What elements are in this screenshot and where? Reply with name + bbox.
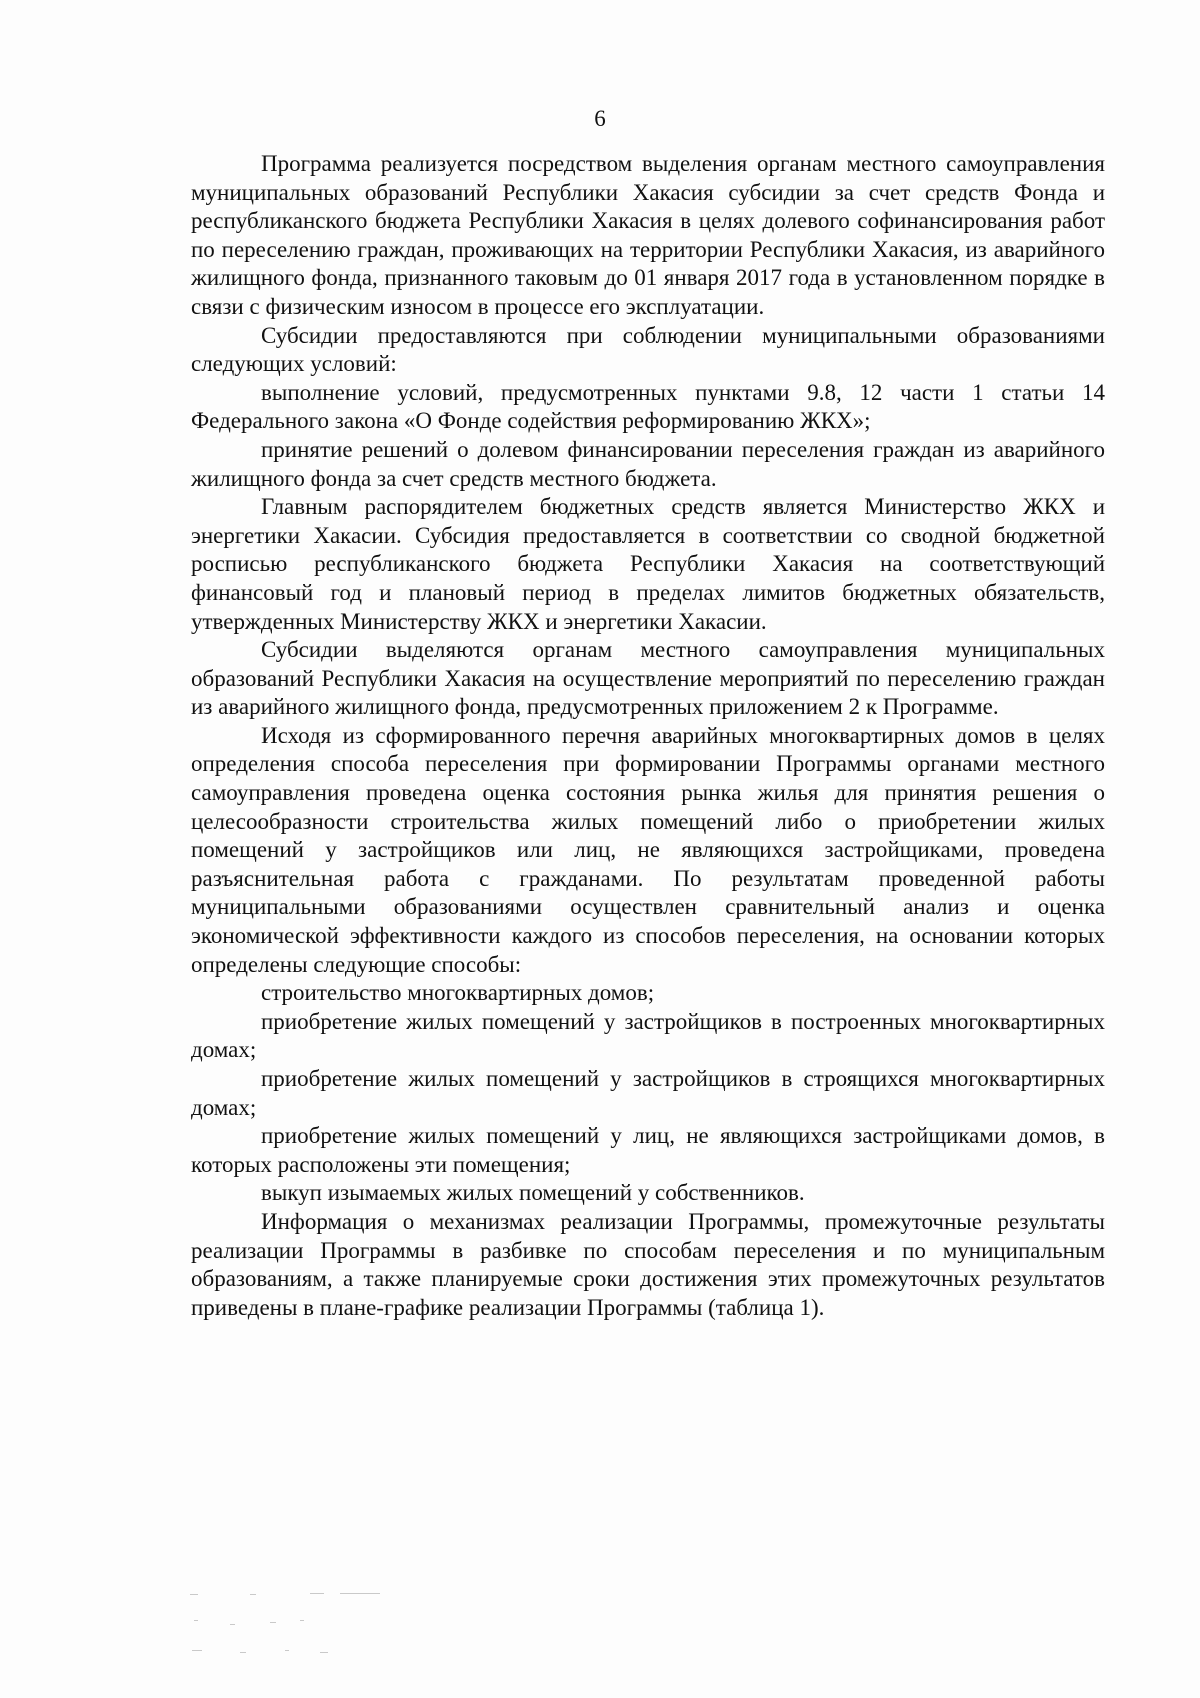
paragraph-subsidy-conditions: Субсидии предоставляются при соблюдении муниципальными образованиями следующих условий: [191,322,1105,377]
list-item-purchase-built: приобретение жилых помещений у застройщиков в построенных многоквартирных домах; [191,1008,1105,1063]
paragraph-condition-law-compliance: выполнение условий, предусмотренных пунктами 9.8, 12 части 1 статьи 14 Федерального закона «О Фонде содействия реформированию ЖКХ»; [191,379,1105,434]
list-item-buyout: выкуп изымаемых жилых помещений у собственников. [261,1180,805,1206]
page-number: 6 [594,106,606,131]
list-item-purchase-non-developers: приобретение жилых помещений у лиц, не являющихся застройщиками домов, в которых расположены эти помещения; [191,1123,1105,1177]
document-body [191,150,1105,1322]
list-item-construction: строительство многоквартирных домов; [261,980,655,1006]
paragraph-resettlement-methods-analysis: Исходя из сформированного перечня аварийных многоквартирных домов в целях определения способа переселения при формировании Программы органами местного самоуправления проведена оценка состояния рынка жилья для принятия решения о целесообразности строительства жилых помещений либо о приобретении жилых помещений у застройщиков или лиц, не являющихся застройщиками, проведена разъяснительная работа с гражданами. По результатам проведенной работы муниципальными образованиями осуществлен сравнительный анализ и оценка экономической эффективности каждого из способов переселения, на основании которых определены следующие способы: [191,722,1105,977]
paragraph-condition-cofinancing: принятие решений о долевом финансировании переселения граждан из аварийного жилищного фонда за счет средств местного бюджета. [191,436,1105,491]
paragraph-subsidy-allocation: Субсидии выделяются органам местного самоуправления муниципальных образований Республики Хакасия на осуществление мероприятий по переселению граждан из аварийного жилищного фонда, предусмотренных приложением 2 к Программе. [191,637,1105,720]
scan-noise-artifact [190,1590,420,1670]
list-item-purchase-under-construction: приобретение жилых помещений у застройщиков в строящихся многоквартирных домах; [191,1066,1105,1120]
paragraph-program-implementation: Программа реализуется посредством выделения органам местного самоуправления муниципальных образований Республики Хакасия субсидии за счет средств Фонда и республиканского бюджета Республики Хакасия в целях долевого софинансирования работ по переселению граждан, проживающих на территории Республики Хакасия, из аварийного жилищного фонда, признанного таковым до 01 января 2017 года в установленном порядке в связи с физическим износом в процессе его эксплуатации. [191,151,1105,319]
paragraph-budget-administrator: Главным распорядителем бюджетных средств является Министерство ЖКХ и энергетики Хакасии. Субсидия предоставляется в соответствии со сводной бюджетной росписью республиканского бюджета Республики Хакасия на соответствующий финансовый год и плановый период в пределах лимитов бюджетных обязательств, утвержденных Министерству ЖКХ и энергетики Хакасии. [191,494,1105,634]
paragraph-implementation-schedule: Информация о механизмах реализации Программы, промежуточные результаты реализации Программы в разбивке по способам переселения и по муниципальным образованиям, а также планируемые сроки достижения этих промежуточных результатов приведены в плане-графике реализации Программы (таблица 1). [191,1208,1105,1320]
